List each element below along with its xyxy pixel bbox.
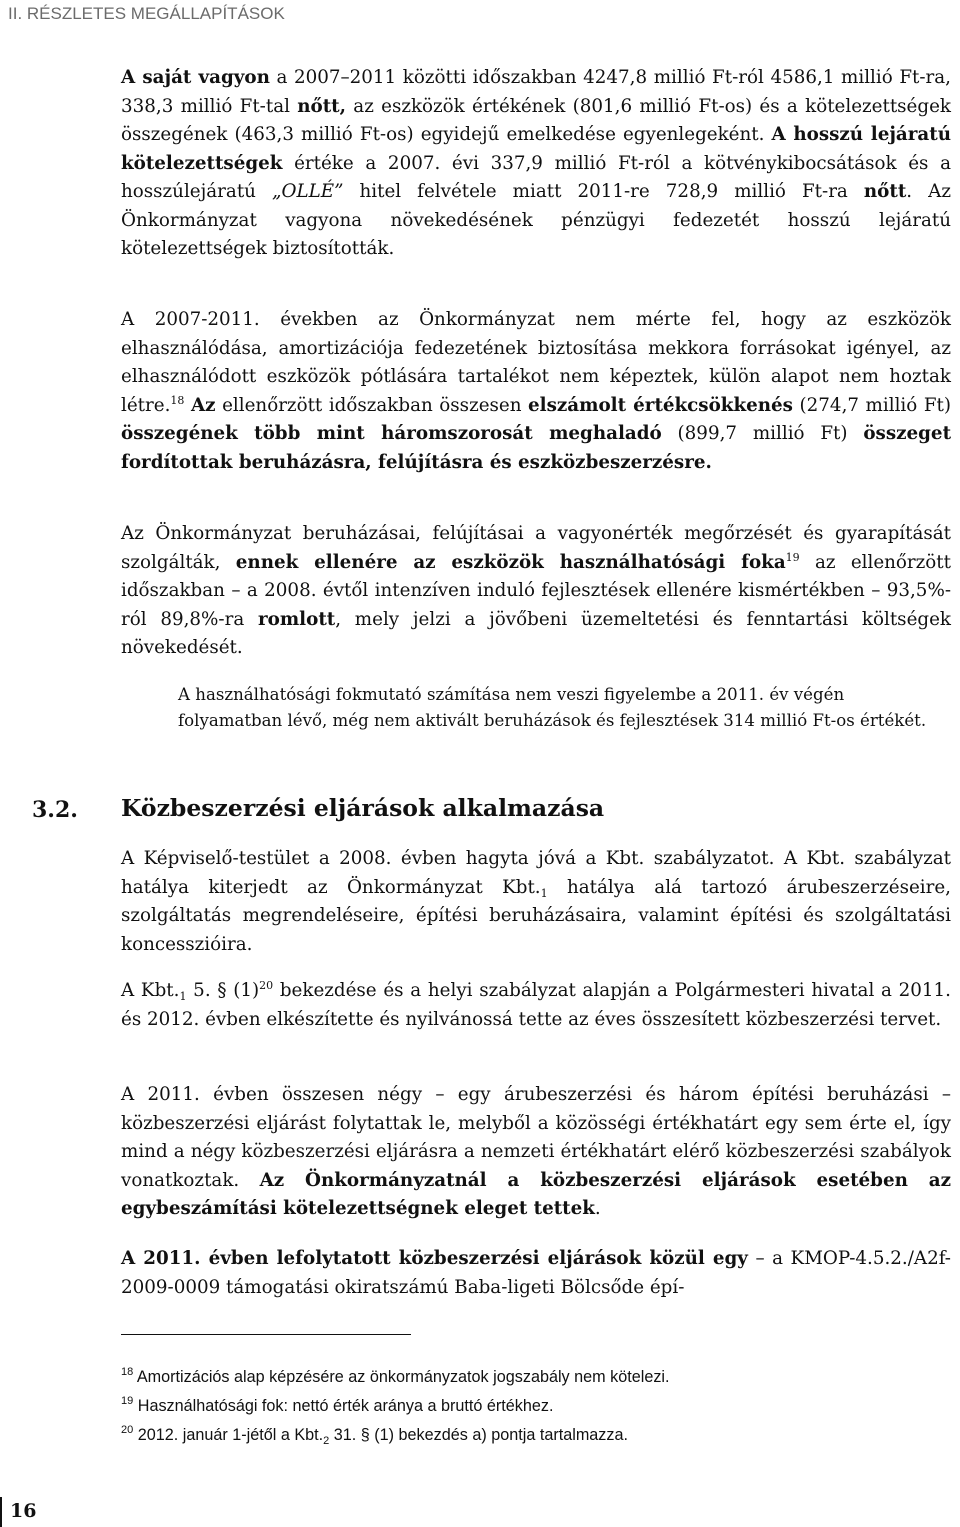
footnote-18: $^{18}$ Amortizációs alap képzésére az önkormányzatok jogszabály nem kötelezi. bbox=[121, 1366, 670, 1386]
page-number-rule bbox=[0, 1497, 2, 1527]
bold-phrase: A saját vagyon bbox=[121, 67, 270, 88]
running-header: II. RÉSZLETES MEGÁLLAPÍTÁSOK bbox=[0, 0, 297, 32]
paragraph-procurement-plan: A $Kbt._1$ 5. § $(1)^{20}$ bekezdése és a helyi szabályzat alapján a Polgármesteri hivatal a 2011. és 2012. évben elkészítette és nyilvánossá tette az éves összesített közbeszerzési tervet. bbox=[121, 979, 951, 1030]
indented-note: A használhatósági fokmutató számítása nem veszi figyelembe a 2011. év végén folyamatban lévő, még nem aktivált beruházások és fejlesztések 314 millió Ft-os értékét. bbox=[178, 685, 927, 730]
footnote-separator bbox=[121, 1334, 411, 1335]
italic-phrase: „OLLÉ” bbox=[272, 181, 344, 202]
paragraph-kbt-regulation: A Képviselő-testület a 2008. évben hagyta jóvá a Kbt. szabályzatot. A Kbt. szabályzat hatálya kiterjedt az Önkormányzat $Kbt._1$ hatálya alá tartozó árubeszerzéseire, szolgáltatás megrendeléseire, építési beruházásaira, valamint építési és szolgáltatási koncesszióira. bbox=[121, 848, 951, 955]
paragraph-own-assets: A saját vagyon a 2007–2011 közötti időszakban 4247,8 millió Ft-ról 4586,1 millió Ft-ra, 338,3 millió Ft-tal nőtt, az eszközök értékének (801,6 millió Ft-os) és a kötelezettségek összegének (463,3 millió Ft-os) egyidejű emelkedése egyenlegeként. A hosszú lejáratú kötelezettségek értéke a 2007. évi 337,9 millió Ft-ról a kötvénykibocsátások és a hosszúlejáratú „OLLÉ” hitel felvétele miatt 2011-re 728,9 millió Ft-ra nőtt. Az Önkormányzat vagyona növekedésének pénzügyi fedezetét hosszú lejáratú kötelezettségek biztosították. bbox=[121, 67, 951, 259]
paragraph-procedures-2011: A 2011. évben összesen négy – egy árubeszerzési és három építési beruházási – közbeszerzési eljárást folytattak le, melyből a közösségi értékhatárt egy sem érte el, így mind a négy közbeszerzési eljárásra a nemzeti értékhatárt elérő közbeszerzési szabályok vonatkoztak. Az Önkormányzatnál a közbeszerzési eljárások esetében az egybeszámítási kötelezettségnek eleget tettek. bbox=[121, 1084, 952, 1219]
footnote-ref[interactable]: 18 bbox=[170, 393, 185, 407]
footnote-19: $^{19}$ Használhatósági fok: nettó érték aránya a bruttó értékhez. bbox=[121, 1395, 554, 1415]
section-number: 3.2. bbox=[32, 797, 78, 823]
page-number: 16 bbox=[10, 1500, 37, 1522]
footnote-ref[interactable]: 20 bbox=[259, 979, 274, 992]
bold-phrase: nőtt bbox=[863, 181, 907, 202]
paragraph-procedure-example: A 2011. évben lefolytatott közbeszerzési eljárások közül egy – a KMOP-4.5.2./A2f-2009-0009 támogatási okiratszámú Baba-ligeti Bölcsőde épí- bbox=[121, 1248, 951, 1298]
bold-phrase: nőtt, bbox=[297, 95, 346, 117]
paragraph-investments: Az Önkormányzat beruházásai, felújításai a vagyonérték megőrzését és gyarapítását szolgálták, ennek ellenére az eszközök használhatósági foka$^{19}$ az ellenőrzött időszakban – a 2008. évtől intenzíven induló fejlesztések ellenére kismértékben – 93,5%-ról 89,8%-ra romlott, mely jelzi a jövőbeni üzemeltetési és fenntartási költségek növekedését. bbox=[121, 523, 952, 658]
footnote-ref[interactable]: 19 bbox=[785, 550, 800, 564]
paragraph-depreciation: A 2007-2011. években az Önkormányzat nem mérte fel, hogy az eszközök elhasználódása, amortizációja fedezetének biztosítása mekkora forrásokat igényel, az elhasználódott eszközök pótlására tartalékot nem képeztek, külön alapot nem hoztak létre.$^{18}$ Az ellenőrzött időszakban összesen elszámolt értékcsökkenés (274,7 millió Ft) összegének több mint háromszorosát meghaladó (899,7 millió Ft) összeget fordítottak beruházásra, felújításra és eszközbeszerzésre. bbox=[121, 309, 952, 473]
footnote-20: $^{20}$ 2012. január 1-jétől a $Kbt._2$ 31. § (1) bekezdés a) pontja tartalmazza. bbox=[121, 1424, 628, 1447]
section-title: Közbeszerzési eljárások alkalmazása bbox=[121, 794, 605, 822]
bold-phrase: A hosszú lejáratú kötelezettségek bbox=[121, 124, 951, 174]
